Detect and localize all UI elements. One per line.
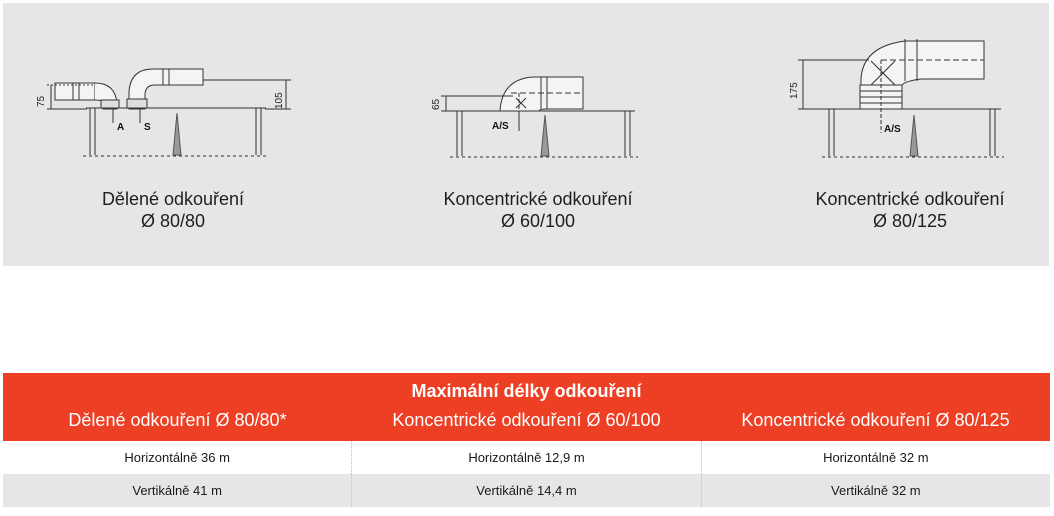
table-cell: Horizontálně 12,9 m [352,441,701,474]
table-header [3,373,1050,441]
table-cell: Vertikálně 14,4 m [352,474,701,507]
label-a: A [117,122,125,133]
label-as-80: A/S [884,124,901,135]
table-row [3,474,1050,507]
dim-105-label: 105 [274,92,285,109]
table-cell: Vertikálně 32 m [831,483,921,498]
table-cell: Horizontálně 32 m [823,450,929,465]
label-s: S [144,122,151,133]
column-header-concentric-80: Koncentrické odkouření Ø 80/125 [741,410,1010,430]
caption-80-line2: Ø 80/125 [872,211,948,231]
diagram-concentric-80-125 [719,3,1049,266]
table-column-headers [3,407,1050,441]
diagram-split-80-80 [3,3,353,266]
diagram-panel [3,3,1049,266]
caption-split [3,188,343,232]
caption-80-line1: Koncentrické odkouření [815,189,1005,209]
caption-split-line1: Dělené odkouření [101,189,245,209]
caption-concentric-60 [358,188,718,232]
label-as-60: A/S [492,121,509,132]
table-cell: Vertikálně 41 m [3,474,352,507]
dim-65-label: 65 [431,98,442,110]
caption-concentric-80 [719,188,1054,232]
table-title: Maximální délky odkouření [411,381,642,401]
caption-split-line2: Ø 80/80 [140,211,206,231]
column-header-split: Dělené odkouření Ø 80/80* [68,410,287,430]
dim-75-label: 75 [36,95,47,107]
caption-60-line1: Koncentrické odkouření [443,189,633,209]
max-length-table [3,373,1050,507]
caption-60-line2: Ø 60/100 [500,211,576,231]
diagram-concentric-60-100 [353,3,713,266]
table-row [3,441,1050,474]
dim-175-label: 175 [789,82,800,99]
table-cell: Horizontálně 36 m [3,441,352,474]
column-header-concentric-60: Koncentrické odkouření Ø 60/100 [392,410,661,430]
